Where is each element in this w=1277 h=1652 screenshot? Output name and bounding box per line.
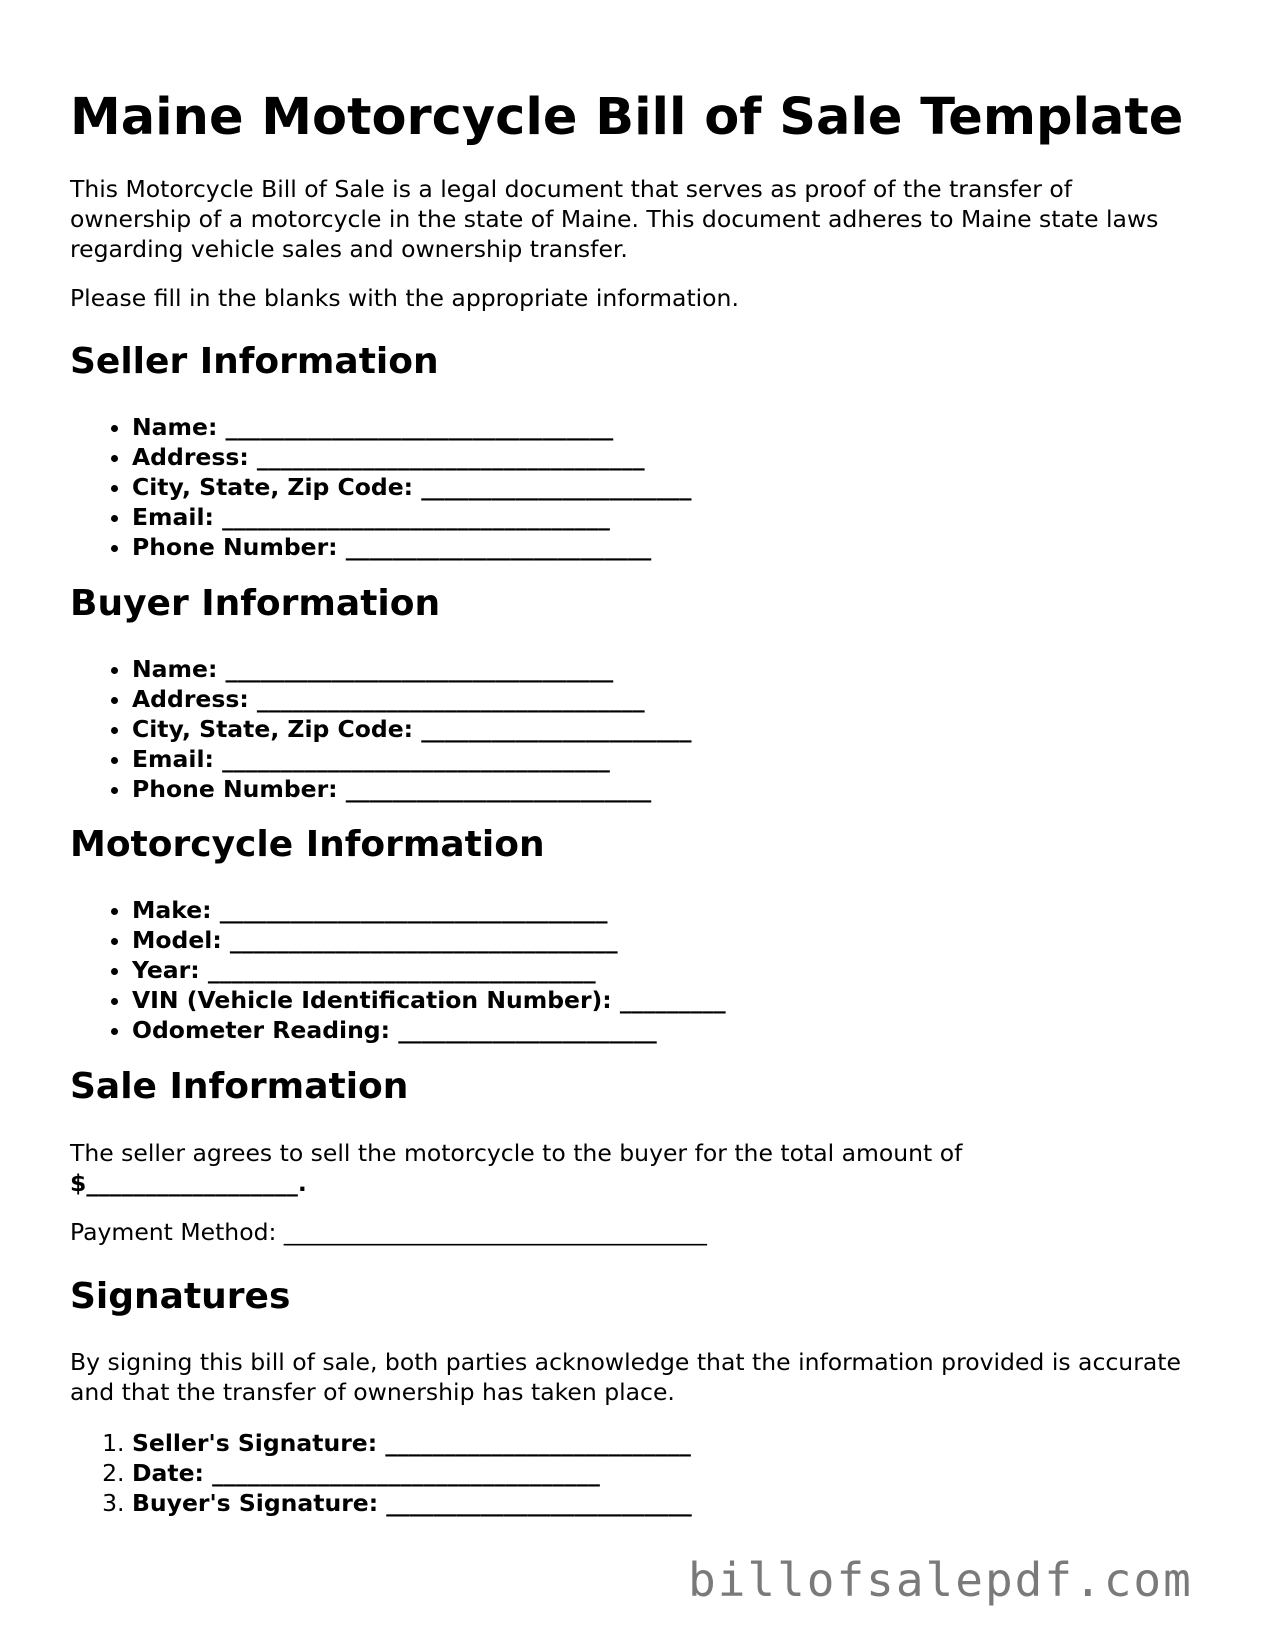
sale-amount-text: The seller agrees to sell the motorcycle to the buyer for the total amount of	[70, 1139, 963, 1167]
motorcycle-model-field[interactable]: • Model: _________________________________	[132, 925, 726, 955]
motorcycle-vin-field[interactable]: • VIN (Vehicle Identification Number): _________	[132, 985, 726, 1015]
watermark: billofsalepdf.com	[688, 1553, 1193, 1607]
page-title: Maine Motorcycle Bill of Sale Template	[70, 88, 1184, 147]
buyer-address-field[interactable]: • Address: _________________________________	[132, 684, 692, 714]
signatures-heading: Signatures	[70, 1276, 291, 1317]
motorcycle-year-field[interactable]: • Year: _________________________________	[132, 955, 726, 985]
buyer-name-field[interactable]: • Name: _________________________________	[132, 654, 692, 684]
buyer-fields-list	[70, 654, 692, 804]
sale-heading: Sale Information	[70, 1066, 409, 1107]
motorcycle-make-field[interactable]: • Make: _________________________________	[132, 895, 726, 925]
seller-fields-list	[70, 412, 692, 562]
buyer-phone-field[interactable]: • Phone Number: __________________________	[132, 774, 692, 804]
motorcycle-odometer-field[interactable]: • Odometer Reading: ______________________	[132, 1015, 726, 1045]
sale-amount-paragraph	[70, 1138, 1190, 1198]
seller-phone-field[interactable]: • Phone Number: __________________________	[132, 532, 692, 562]
seller-heading: Seller Information	[70, 341, 439, 382]
intro-paragraph: This Motorcycle Bill of Sale is a legal document that serves as proof of the transfer of ownership of a motorcycle in the state of Maine. This document adheres to Maine state laws regarding vehicle sales and ownership transfer.	[70, 175, 1159, 263]
buyer-city-state-zip-field[interactable]: • City, State, Zip Code: _______________________	[132, 714, 692, 744]
seller-email-field[interactable]: • Email: _________________________________	[132, 502, 692, 532]
seller-city-state-zip-field[interactable]: • City, State, Zip Code: _______________________	[132, 472, 692, 502]
buyer-email-field[interactable]: • Email: _________________________________	[132, 744, 692, 774]
seller-name-field[interactable]: • Name: _________________________________	[132, 412, 692, 442]
buyer-signature-field[interactable]: 3. Buyer's Signature: __________________________	[132, 1488, 692, 1518]
instruction-paragraph: Please fill in the blanks with the appropriate information.	[70, 284, 739, 312]
sale-amount-field[interactable]: $__________________.	[70, 1169, 307, 1197]
signatures-paragraph: By signing this bill of sale, both parties acknowledge that the information provided is accurate and that the transfer of ownership has taken place.	[70, 1348, 1181, 1406]
seller-signature-field[interactable]: 1. Seller's Signature: __________________________	[132, 1428, 692, 1458]
motorcycle-fields-list	[70, 895, 726, 1045]
payment-method-field[interactable]: Payment Method: ____________________________________	[70, 1218, 707, 1246]
signature-date-field[interactable]: 2. Date: _________________________________	[132, 1458, 692, 1488]
buyer-heading: Buyer Information	[70, 583, 441, 624]
seller-address-field[interactable]: • Address: _________________________________	[132, 442, 692, 472]
motorcycle-heading: Motorcycle Information	[70, 824, 545, 865]
signatures-list	[70, 1428, 692, 1518]
